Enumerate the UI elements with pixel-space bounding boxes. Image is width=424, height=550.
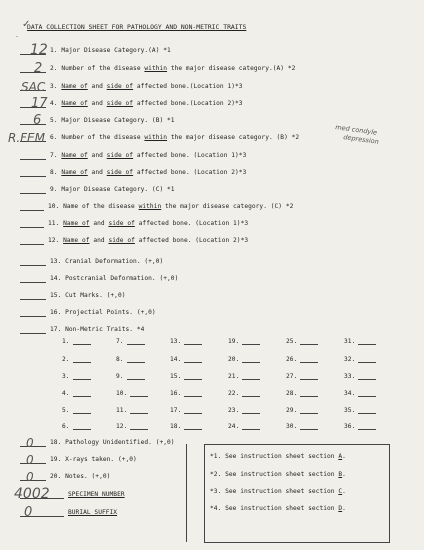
answer-blank-l11[interactable] bbox=[20, 227, 44, 228]
trait-number: 16. bbox=[170, 390, 182, 397]
handwritten-value-l2: 2 bbox=[34, 61, 43, 76]
trait-number: 13. bbox=[170, 338, 182, 345]
handwritten-value-l3: SAC bbox=[21, 80, 46, 94]
trait-blank[interactable] bbox=[130, 408, 148, 414]
field-label-l19 bbox=[50, 456, 137, 463]
label-part: 4. bbox=[50, 100, 62, 107]
answer-blank-l14[interactable] bbox=[20, 282, 46, 283]
trait-number: 12. bbox=[116, 423, 128, 430]
trait-number: 14. bbox=[170, 356, 182, 363]
answer-blank-l7[interactable] bbox=[20, 159, 46, 160]
trait-cell[interactable] bbox=[286, 373, 318, 380]
field-label-l16 bbox=[50, 309, 156, 316]
trait-number: 17. bbox=[170, 407, 182, 414]
trait-blank[interactable] bbox=[300, 374, 318, 380]
label-part: 14. Postcranial Deformation. (+,0) bbox=[50, 275, 179, 282]
trait-number: 11. bbox=[116, 407, 128, 414]
label-part: the major disease category.(A) *2 bbox=[167, 65, 296, 72]
label-part: 16. Projectial Points. (+,0) bbox=[50, 309, 156, 316]
trait-number: 35. bbox=[344, 407, 356, 414]
sheet-title: DATA COLLECTION SHEET FOR PATHOLOGY AND NON-METRIC TRAITS bbox=[27, 23, 247, 31]
label-part: affected bone. (Location 2)*3 bbox=[133, 169, 247, 176]
label-part: side of bbox=[106, 152, 134, 159]
label-part: Name of bbox=[61, 169, 88, 176]
section-letter: D bbox=[338, 505, 343, 512]
answer-blank-l12[interactable] bbox=[20, 244, 44, 245]
label-part: Name of bbox=[61, 83, 88, 90]
trait-number: 10. bbox=[116, 390, 128, 397]
instruction-text: . bbox=[342, 471, 346, 478]
label-part: 6. Number of the disease bbox=[50, 134, 145, 141]
handwritten-value-l18: 0 bbox=[26, 436, 34, 450]
field-label-l4 bbox=[50, 100, 243, 107]
trait-number: 28. bbox=[286, 390, 298, 397]
instruction-text: *3. See instruction sheet section bbox=[210, 488, 339, 495]
trait-cell[interactable] bbox=[62, 338, 91, 345]
label-part: 18. Pathology Unidentified. (+,0) bbox=[50, 439, 175, 446]
answer-blank-l10[interactable] bbox=[20, 210, 44, 211]
field-label-l15 bbox=[50, 292, 126, 299]
trait-cell[interactable] bbox=[286, 390, 318, 397]
trait-blank[interactable] bbox=[127, 357, 145, 363]
label-part: Name of bbox=[61, 152, 88, 159]
instruction-item bbox=[210, 471, 346, 478]
trait-number: 4. bbox=[62, 390, 70, 397]
trait-cell[interactable] bbox=[228, 373, 260, 380]
label-part: and bbox=[87, 83, 107, 90]
label-part: and bbox=[89, 220, 109, 227]
label-part: 8. bbox=[50, 169, 62, 176]
handwritten-value-l19: 0 bbox=[26, 453, 34, 467]
trait-cell[interactable] bbox=[286, 356, 318, 363]
field-label-l12 bbox=[48, 237, 248, 244]
trait-blank[interactable] bbox=[127, 339, 145, 345]
label-part: the major disease category. (C) *2 bbox=[161, 203, 294, 210]
label-part: 5. Major Disease Category. (B) *1 bbox=[50, 117, 175, 124]
label-part: side of bbox=[106, 100, 134, 107]
section-letter: C bbox=[338, 488, 343, 495]
answer-blank-l13[interactable] bbox=[20, 265, 46, 266]
instruction-text: *2. See instruction sheet section bbox=[210, 471, 339, 478]
label-part: 12. bbox=[48, 237, 64, 244]
trait-cell[interactable] bbox=[116, 407, 148, 414]
field-label-l5 bbox=[50, 117, 175, 124]
trait-blank[interactable] bbox=[242, 339, 260, 345]
trait-cell[interactable] bbox=[228, 356, 260, 363]
field-label-l8 bbox=[50, 169, 246, 176]
label-part: Name of bbox=[63, 220, 90, 227]
label-part: 9. Major Disease Category. (C) *1 bbox=[50, 186, 175, 193]
instruction-text: . bbox=[342, 505, 346, 512]
trait-blank[interactable] bbox=[184, 391, 202, 397]
trait-blank[interactable] bbox=[242, 424, 260, 430]
label-part: the major disease category. (B) *2 bbox=[167, 134, 300, 141]
trait-blank[interactable] bbox=[242, 391, 260, 397]
instruction-text: . bbox=[342, 488, 346, 495]
trait-blank[interactable] bbox=[242, 357, 260, 363]
trait-blank[interactable] bbox=[73, 424, 91, 430]
margin-note-line2: depression bbox=[342, 133, 380, 146]
trait-number: 8. bbox=[116, 356, 124, 363]
trait-cell[interactable] bbox=[62, 356, 91, 363]
handwritten-value-l4: 17 bbox=[31, 96, 48, 111]
trait-cell[interactable] bbox=[286, 423, 318, 430]
trait-number: 19. bbox=[228, 338, 240, 345]
field-label-l11 bbox=[48, 220, 248, 227]
label-part: 2. Number of the disease bbox=[50, 65, 145, 72]
label-part: side of bbox=[106, 169, 134, 176]
field-label-l3 bbox=[50, 83, 243, 90]
trait-blank[interactable] bbox=[127, 374, 145, 380]
trait-blank[interactable] bbox=[130, 391, 148, 397]
box-divider-line bbox=[186, 444, 187, 542]
trait-blank[interactable] bbox=[242, 374, 260, 380]
trait-cell[interactable] bbox=[344, 407, 376, 414]
trait-blank[interactable] bbox=[358, 374, 376, 380]
handwritten-value-l20: 0 bbox=[26, 470, 34, 484]
margin-note-line1: med condyle bbox=[334, 123, 378, 137]
trait-number: 33. bbox=[344, 373, 356, 380]
instruction-text: *4. See instruction sheet section bbox=[210, 505, 339, 512]
label-part: 20. Notes. (+,0) bbox=[50, 473, 111, 480]
field-label-l17 bbox=[50, 326, 144, 333]
label-part: 7. bbox=[50, 152, 62, 159]
trait-blank[interactable] bbox=[184, 424, 202, 430]
trait-cell[interactable] bbox=[228, 338, 260, 345]
trait-cell[interactable] bbox=[62, 390, 91, 397]
answer-blank-l17[interactable] bbox=[20, 333, 46, 334]
label-part: BURIAL SUFFIX bbox=[68, 509, 118, 516]
trait-cell[interactable] bbox=[286, 407, 318, 414]
trait-blank[interactable] bbox=[73, 374, 91, 380]
instruction-text: *1. See instruction sheet section bbox=[210, 453, 339, 460]
instruction-text: . bbox=[342, 453, 346, 460]
label-part: Name of bbox=[63, 237, 90, 244]
trait-cell[interactable] bbox=[228, 423, 260, 430]
label-part: within bbox=[138, 203, 162, 210]
trait-number: 9. bbox=[116, 373, 124, 380]
trait-cell[interactable] bbox=[170, 390, 202, 397]
label-part: and bbox=[87, 169, 107, 176]
trait-number: 21. bbox=[228, 373, 240, 380]
field-label-l1 bbox=[50, 47, 171, 54]
label-part: side of bbox=[108, 237, 135, 244]
trait-number: 15. bbox=[170, 373, 182, 380]
field-label-specimen bbox=[68, 491, 125, 498]
field-label-l7 bbox=[50, 152, 246, 159]
answer-blank-l9[interactable] bbox=[20, 193, 46, 194]
trait-number: 18. bbox=[170, 423, 182, 430]
trait-cell[interactable] bbox=[116, 356, 145, 363]
label-part: 1. Major Disease Category.(A) *1 bbox=[50, 47, 171, 54]
trait-blank[interactable] bbox=[130, 424, 148, 430]
label-part: within bbox=[144, 65, 168, 72]
label-part: side of bbox=[106, 83, 134, 90]
trait-blank[interactable] bbox=[184, 408, 202, 414]
trait-blank[interactable] bbox=[358, 408, 376, 414]
trait-number: 2. bbox=[62, 356, 70, 363]
trait-number: 6. bbox=[62, 423, 70, 430]
trait-number: 27. bbox=[286, 373, 298, 380]
trait-cell[interactable] bbox=[116, 373, 145, 380]
trait-number: 22. bbox=[228, 390, 240, 397]
trait-number: 23. bbox=[228, 407, 240, 414]
section-letter: A bbox=[338, 453, 343, 460]
trait-cell[interactable] bbox=[170, 338, 202, 345]
label-part: within bbox=[144, 134, 168, 141]
trait-number: 20. bbox=[228, 356, 240, 363]
field-label-l18 bbox=[50, 439, 175, 446]
field-label-l10 bbox=[48, 203, 293, 210]
trait-number: 24. bbox=[228, 423, 240, 430]
label-part: 3. bbox=[50, 83, 62, 90]
trait-cell[interactable] bbox=[344, 356, 376, 363]
trait-cell[interactable] bbox=[344, 373, 376, 380]
trait-cell[interactable] bbox=[170, 407, 202, 414]
trait-blank[interactable] bbox=[184, 339, 202, 345]
label-part: affected bone.(Location 2)*3 bbox=[133, 100, 243, 107]
handwritten-tick: ✓ bbox=[22, 19, 31, 30]
label-part: Name of bbox=[61, 100, 88, 107]
trait-blank[interactable] bbox=[358, 339, 376, 345]
trait-number: 32. bbox=[344, 356, 356, 363]
field-label-l13 bbox=[50, 258, 163, 265]
trait-blank[interactable] bbox=[358, 424, 376, 430]
label-part: 10. Name of the disease bbox=[48, 203, 139, 210]
label-part: 17. Non-Metric Traits. *4 bbox=[50, 326, 145, 333]
instruction-item bbox=[210, 505, 346, 512]
field-label-burial bbox=[68, 509, 117, 516]
trait-blank[interactable] bbox=[358, 357, 376, 363]
trait-cell[interactable] bbox=[170, 356, 202, 363]
trait-number: 25. bbox=[286, 338, 298, 345]
trait-blank[interactable] bbox=[242, 408, 260, 414]
trait-blank[interactable] bbox=[300, 408, 318, 414]
label-part: affected bone. (Location 1)*3 bbox=[134, 220, 249, 227]
trait-number: 30. bbox=[286, 423, 298, 430]
trait-number: 5. bbox=[62, 407, 70, 414]
instruction-item bbox=[210, 488, 346, 495]
trait-blank[interactable] bbox=[73, 339, 91, 345]
label-part: SPECIMEN NUMBER bbox=[68, 491, 125, 498]
trait-cell[interactable] bbox=[62, 407, 91, 414]
handwritten-value-l5: 6 bbox=[33, 113, 42, 128]
trait-blank[interactable] bbox=[300, 424, 318, 430]
answer-blank-l15[interactable] bbox=[20, 299, 46, 300]
handwritten-value-l6: R.FEM bbox=[8, 131, 45, 145]
trait-cell[interactable] bbox=[116, 338, 145, 345]
handwritten-value-burial: 0 bbox=[24, 505, 33, 520]
trait-number: 3. bbox=[62, 373, 70, 380]
trait-blank[interactable] bbox=[300, 339, 318, 345]
label-part: and bbox=[87, 152, 107, 159]
label-part: affected bone. (Location 2)*3 bbox=[134, 237, 249, 244]
trait-number: 1. bbox=[62, 338, 70, 345]
trait-blank[interactable] bbox=[73, 357, 91, 363]
label-part: and bbox=[87, 100, 107, 107]
trait-number: 34. bbox=[344, 390, 356, 397]
handwritten-dash: - bbox=[16, 33, 19, 40]
trait-cell[interactable] bbox=[286, 338, 318, 345]
field-label-l20 bbox=[50, 473, 110, 480]
field-label-l14 bbox=[50, 275, 178, 282]
trait-number: 29. bbox=[286, 407, 298, 414]
field-label-l9 bbox=[50, 186, 175, 193]
label-part: 13. Cranial Deformation. (+,0) bbox=[50, 258, 164, 265]
instruction-item bbox=[210, 453, 346, 460]
trait-cell[interactable] bbox=[344, 423, 376, 430]
answer-blank-l8[interactable] bbox=[20, 176, 46, 177]
answer-blank-l16[interactable] bbox=[20, 316, 46, 317]
trait-cell[interactable] bbox=[116, 423, 148, 430]
trait-cell[interactable] bbox=[228, 390, 260, 397]
label-part: and bbox=[89, 237, 109, 244]
trait-number: 36. bbox=[344, 423, 356, 430]
trait-blank[interactable] bbox=[73, 408, 91, 414]
trait-cell[interactable] bbox=[116, 390, 148, 397]
trait-blank[interactable] bbox=[184, 374, 202, 380]
trait-blank[interactable] bbox=[73, 391, 91, 397]
trait-cell[interactable] bbox=[344, 338, 376, 345]
trait-blank[interactable] bbox=[300, 357, 318, 363]
trait-cell[interactable] bbox=[228, 407, 260, 414]
label-part: 11. bbox=[48, 220, 64, 227]
trait-blank[interactable] bbox=[184, 357, 202, 363]
label-part: 19. X-rays taken. (+,0) bbox=[50, 456, 137, 463]
trait-cell[interactable] bbox=[62, 373, 91, 380]
trait-blank[interactable] bbox=[358, 391, 376, 397]
section-letter: B bbox=[338, 471, 343, 478]
field-label-l2 bbox=[50, 65, 295, 72]
label-part: affected bone.(Location 1)*3 bbox=[133, 83, 243, 90]
handwritten-value-l1: 12 bbox=[30, 42, 48, 58]
label-part: side of bbox=[108, 220, 135, 227]
label-part: 15. Cut Marks. (+,0) bbox=[50, 292, 126, 299]
trait-cell[interactable] bbox=[170, 373, 202, 380]
trait-number: 7. bbox=[116, 338, 124, 345]
trait-cell[interactable] bbox=[344, 390, 376, 397]
trait-cell[interactable] bbox=[62, 423, 91, 430]
trait-cell[interactable] bbox=[170, 423, 202, 430]
trait-number: 26. bbox=[286, 356, 298, 363]
handwritten-value-specimen: 4002 bbox=[14, 486, 50, 502]
label-part: affected bone. (Location 1)*3 bbox=[133, 152, 247, 159]
trait-blank[interactable] bbox=[300, 391, 318, 397]
field-label-l6 bbox=[50, 134, 299, 141]
trait-number: 31. bbox=[344, 338, 356, 345]
